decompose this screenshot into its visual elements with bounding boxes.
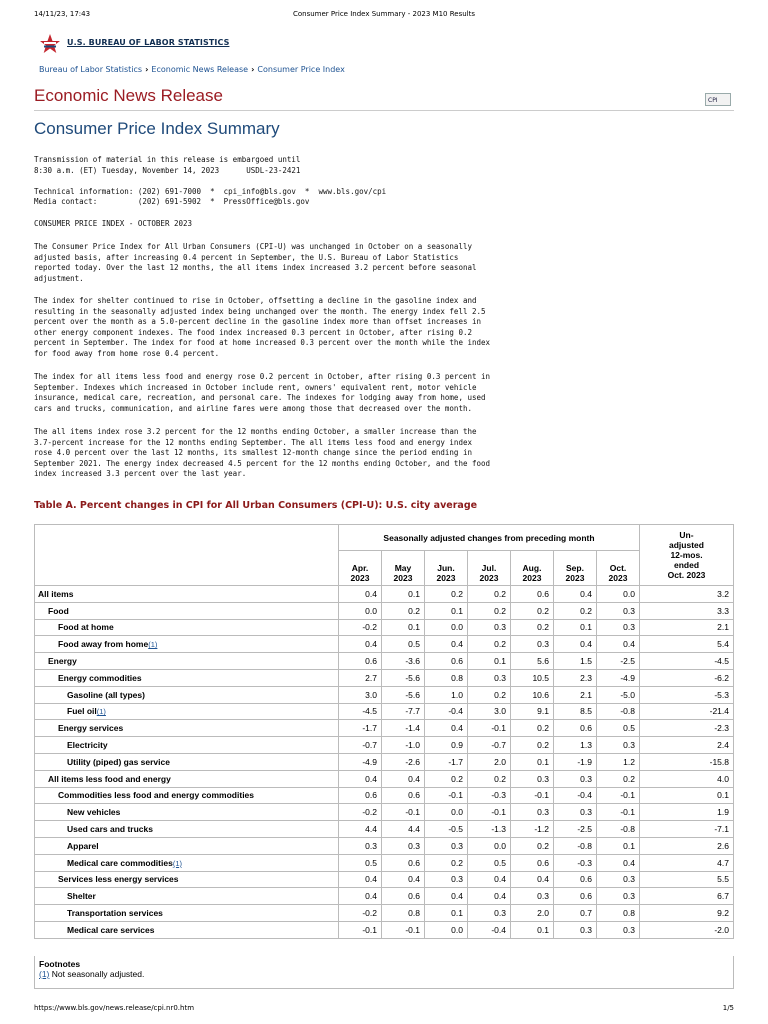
row-label-cell	[35, 720, 339, 737]
row-label-cell	[35, 753, 339, 770]
breadcrumb-cpi[interactable]: Consumer Price Index	[257, 65, 345, 74]
value-cell: 9.2	[640, 905, 734, 922]
value-cell: -0.1	[382, 804, 425, 821]
value-cell: 0.8	[382, 905, 425, 922]
value-cell: 2.6	[640, 837, 734, 854]
value-cell: 0.4	[382, 770, 425, 787]
value-cell: 0.9	[425, 737, 468, 754]
row-label: Electricity	[67, 740, 108, 751]
paragraph-1: The Consumer Price Index for All Urban Consumers (CPI-U) was unchanged in October on a seasonally adjusted basis, after increasing 0.4 percent in September, the U.S. Bureau of Labor Statistics reported today. Over the last 12 months, the all items index increased 3.2 percent before seasonal adjustment.	[34, 242, 477, 283]
row-label-cell	[35, 586, 339, 603]
year-label: 2023	[350, 573, 370, 583]
year-label: 2023	[522, 573, 542, 583]
table-row	[35, 703, 734, 720]
value-cell: -1.2	[511, 821, 554, 838]
value-cell: 0.2	[468, 586, 511, 603]
value-cell: -0.1	[597, 804, 640, 821]
row-label: Commodities less food and energy commodities	[58, 790, 255, 801]
value-cell: 0.7	[554, 905, 597, 922]
table-row	[35, 669, 734, 686]
row-label-cell	[35, 837, 339, 854]
paragraph-3: The index for all items less food and energy rose 0.2 percent in October, after rising 0.3 percent in September. Indexes which increased in October include rent, owners' equivalent rent, motor vehicle insurance, medical care, recreation, and personal care. The indexes for lodging away from home, used cars and trucks, communication, and airline fares were among those that decreased over the month.	[34, 372, 491, 413]
table-row	[35, 770, 734, 787]
value-cell: -0.4	[425, 703, 468, 720]
breadcrumb-bls[interactable]: Bureau of Labor Statistics	[39, 65, 143, 74]
value-cell: -0.2	[339, 619, 382, 636]
value-cell: -2.5	[597, 653, 640, 670]
row-label: Energy commodities	[58, 672, 142, 683]
table-row	[35, 787, 734, 804]
footnote-text: Not seasonally adjusted.	[49, 969, 145, 979]
row-label: Transportation services	[67, 908, 163, 919]
month-label: Aug.	[522, 563, 542, 573]
month-label: Apr.	[351, 563, 369, 573]
value-cell: 0.2	[382, 602, 425, 619]
value-cell: 8.5	[554, 703, 597, 720]
value-cell: 4.4	[339, 821, 382, 838]
value-cell: 0.3	[554, 921, 597, 938]
value-cell: 2.0	[511, 905, 554, 922]
print-url: https://www.bls.gov/news.release/cpi.nr0.htm	[34, 1004, 195, 1012]
value-cell: -7.7	[382, 703, 425, 720]
value-cell: 0.4	[554, 636, 597, 653]
table-row	[35, 686, 734, 703]
value-cell: 0.4	[425, 636, 468, 653]
value-cell: 0.6	[382, 854, 425, 871]
row-label: Apparel	[67, 840, 99, 851]
value-cell: -0.1	[339, 921, 382, 938]
value-cell: 5.4	[640, 636, 734, 653]
value-cell: 0.0	[468, 837, 511, 854]
value-cell: -7.1	[640, 821, 734, 838]
row-label: All items less food and energy	[48, 773, 171, 784]
value-cell: 3.0	[339, 686, 382, 703]
month-label: May	[394, 563, 412, 573]
value-cell: 2.1	[640, 619, 734, 636]
seasonally-adjusted-header: Seasonally adjusted changes from preceding month	[339, 525, 640, 551]
value-cell: -2.0	[640, 921, 734, 938]
value-cell: 0.2	[425, 854, 468, 871]
row-label-cell	[35, 653, 339, 670]
value-cell: 2.7	[339, 669, 382, 686]
row-label-cell	[35, 871, 339, 888]
value-cell: 0.2	[511, 737, 554, 754]
row-label-cell	[35, 821, 339, 838]
value-cell: 0.6	[339, 653, 382, 670]
value-cell: -4.5	[640, 653, 734, 670]
row-label-cell	[35, 619, 339, 636]
row-label: Utility (piped) gas service	[67, 756, 170, 767]
table-row	[35, 921, 734, 938]
value-cell: 0.2	[468, 770, 511, 787]
value-cell: 0.1	[382, 586, 425, 603]
year-label: 2023	[393, 573, 413, 583]
value-cell: 0.3	[468, 669, 511, 686]
value-cell: 0.3	[597, 737, 640, 754]
value-cell: -5.6	[382, 686, 425, 703]
value-cell: 0.2	[511, 602, 554, 619]
month-header	[554, 551, 597, 586]
value-cell: -0.8	[554, 837, 597, 854]
footnote-link[interactable]: (1)	[39, 969, 50, 979]
row-label: Shelter	[67, 891, 96, 902]
value-cell: 0.3	[597, 871, 640, 888]
value-cell: -0.2	[339, 804, 382, 821]
table-row	[35, 871, 734, 888]
chevron-right-icon: ›	[145, 65, 149, 74]
value-cell: 0.2	[554, 602, 597, 619]
value-cell: -0.3	[554, 854, 597, 871]
unadjusted-header: Un- adjusted 12-mos. ended Oct. 2023	[640, 525, 734, 586]
value-cell: -6.2	[640, 669, 734, 686]
value-cell: 0.1	[425, 905, 468, 922]
bls-logo-icon[interactable]	[38, 33, 62, 55]
table-row	[35, 905, 734, 922]
value-cell: 1.3	[554, 737, 597, 754]
paragraph-4: The all items index rose 3.2 percent for the 12 months ending October, a smaller increase than the 3.7-percent increase for the 12 months ending September. The all items less food and energy index rose 4.0 percent over the last 12 months, its smallest 12-month change since the period ending in September 2021. The energy index decreased 4.5 percent for the 12 months ending October, and the food index increased 3.3 percent over the last year.	[34, 427, 491, 479]
print-doc-title: Consumer Price Index Summary - 2023 M10 Results	[292, 10, 475, 18]
print-page-number: 1/5	[722, 1004, 734, 1012]
row-label: Food at home	[58, 622, 114, 633]
value-cell: 0.3	[511, 804, 554, 821]
row-label-cell	[35, 921, 339, 938]
value-cell: 0.5	[382, 636, 425, 653]
value-cell: 0.2	[511, 720, 554, 737]
value-cell: 0.4	[554, 586, 597, 603]
row-label-cell	[35, 804, 339, 821]
year-label: 2023	[436, 573, 456, 583]
value-cell: 0.2	[511, 837, 554, 854]
row-label-cell	[35, 686, 339, 703]
value-cell: 4.4	[382, 821, 425, 838]
value-cell: 0.4	[339, 888, 382, 905]
value-cell: -5.0	[597, 686, 640, 703]
row-label: Food	[48, 605, 69, 616]
value-cell: -0.4	[554, 787, 597, 804]
value-cell: 9.1	[511, 703, 554, 720]
summary-title: Consumer Price Index Summary	[34, 119, 280, 138]
value-cell: 0.3	[597, 888, 640, 905]
value-cell: -3.6	[382, 653, 425, 670]
value-cell: 0.3	[597, 602, 640, 619]
footnotes	[34, 956, 734, 989]
value-cell: 0.0	[425, 804, 468, 821]
value-cell: 0.4	[468, 888, 511, 905]
value-cell: 0.6	[511, 586, 554, 603]
row-label-cell	[35, 854, 339, 871]
row-label: Medical care services	[67, 924, 155, 935]
value-cell: 0.6	[554, 888, 597, 905]
value-cell: -0.5	[425, 821, 468, 838]
value-cell: -1.4	[382, 720, 425, 737]
value-cell: -0.1	[382, 921, 425, 938]
value-cell: 0.2	[511, 619, 554, 636]
value-cell: 2.1	[554, 686, 597, 703]
month-header	[382, 551, 425, 586]
value-cell: -2.3	[640, 720, 734, 737]
row-label-cell	[35, 669, 339, 686]
value-cell: -15.8	[640, 753, 734, 770]
table-row	[35, 737, 734, 754]
value-cell: 0.3	[382, 837, 425, 854]
row-label-cell	[35, 888, 339, 905]
value-cell: -4.9	[597, 669, 640, 686]
row-label-cell	[35, 770, 339, 787]
value-cell: 0.3	[554, 770, 597, 787]
value-cell: 1.0	[425, 686, 468, 703]
value-cell: -21.4	[640, 703, 734, 720]
value-cell: 0.3	[468, 619, 511, 636]
chevron-right-icon: ›	[251, 65, 255, 74]
table-row	[35, 888, 734, 905]
month-header	[468, 551, 511, 586]
month-header	[339, 551, 382, 586]
value-cell: -5.6	[382, 669, 425, 686]
value-cell: 0.1	[597, 837, 640, 854]
value-cell: 0.2	[468, 636, 511, 653]
footnote-ref-link[interactable]: (1)	[172, 858, 182, 868]
footnotes-heading: Footnotes	[39, 959, 81, 969]
value-cell: 0.5	[339, 854, 382, 871]
row-label-cell	[35, 602, 339, 619]
value-cell: 0.3	[425, 871, 468, 888]
value-cell: 0.0	[339, 602, 382, 619]
value-cell: 0.3	[511, 888, 554, 905]
table-corner	[35, 525, 339, 586]
value-cell: 0.6	[382, 888, 425, 905]
value-cell: -0.8	[597, 821, 640, 838]
value-cell: 0.4	[339, 586, 382, 603]
value-cell: 2.0	[468, 753, 511, 770]
value-cell: 0.6	[382, 787, 425, 804]
row-label: Services less energy services	[58, 874, 179, 885]
table-title: Table A. Percent changes in CPI for All Urban Consumers (CPI-U): U.S. city average	[34, 500, 478, 511]
row-label: Energy services	[58, 723, 124, 734]
value-cell: 0.3	[597, 921, 640, 938]
row-label: All items	[38, 588, 74, 599]
value-cell: 0.4	[425, 888, 468, 905]
divider	[34, 110, 734, 111]
value-cell: 0.6	[554, 871, 597, 888]
table-row	[35, 602, 734, 619]
page-title: Economic News Release	[34, 86, 223, 105]
value-cell: -0.4	[468, 921, 511, 938]
agency-link[interactable]: U.S. BUREAU OF LABOR STATISTICS	[67, 38, 230, 47]
value-cell: 0.3	[511, 770, 554, 787]
value-cell: 0.6	[425, 653, 468, 670]
value-cell: -0.2	[339, 905, 382, 922]
footnote-ref-link[interactable]: (1)	[148, 640, 158, 650]
value-cell: 0.8	[425, 669, 468, 686]
value-cell: 0.2	[425, 586, 468, 603]
month-label: Sep.	[566, 563, 584, 573]
value-cell: 0.3	[425, 837, 468, 854]
month-label: Jun.	[437, 563, 455, 573]
value-cell: 0.3	[511, 636, 554, 653]
cpi-table	[34, 524, 734, 939]
value-cell: 0.5	[597, 720, 640, 737]
row-label: Used cars and trucks	[67, 824, 153, 835]
table-row	[35, 653, 734, 670]
table-row	[35, 636, 734, 653]
month-label: Oct.	[609, 563, 627, 573]
value-cell: -0.8	[597, 703, 640, 720]
row-label-cell	[35, 787, 339, 804]
value-cell: -1.9	[554, 753, 597, 770]
row-label: Food away from home	[58, 639, 149, 650]
value-cell: 3.3	[640, 602, 734, 619]
value-cell: -2.6	[382, 753, 425, 770]
value-cell: -1.7	[425, 753, 468, 770]
value-cell: 5.5	[640, 871, 734, 888]
value-cell: 0.1	[511, 921, 554, 938]
value-cell: -1.3	[468, 821, 511, 838]
release-header-text: Transmission of material in this release is embargoed until 8:30 a.m. (ET) Tuesday, November 14, 2023 USDL-23-2421 Technical information: (202) 691-7000 * cpi_info@bls.gov * www.bls.gov/cpi Media contact: (202) 691-5902 * PressOffice@bls.gov CONSUMER PRICE INDEX - OCTOBER 2023	[34, 155, 387, 228]
value-cell: -0.1	[425, 787, 468, 804]
row-label-cell	[35, 636, 339, 653]
value-cell: 0.1	[554, 619, 597, 636]
table-row	[35, 821, 734, 838]
month-header	[425, 551, 468, 586]
value-cell: 2.4	[640, 737, 734, 754]
table-row	[35, 586, 734, 603]
month-header	[597, 551, 640, 586]
value-cell: 0.4	[339, 871, 382, 888]
value-cell: 0.3	[554, 804, 597, 821]
row-label: Energy	[48, 656, 77, 667]
month-header	[511, 551, 554, 586]
value-cell: -0.7	[339, 737, 382, 754]
value-cell: 3.0	[468, 703, 511, 720]
value-cell: 0.4	[339, 770, 382, 787]
value-cell: 1.5	[554, 653, 597, 670]
row-label-cell	[35, 905, 339, 922]
value-cell: 0.3	[339, 837, 382, 854]
row-label: New vehicles	[67, 807, 121, 818]
value-cell: 0.2	[468, 686, 511, 703]
table-row	[35, 837, 734, 854]
value-cell: 10.5	[511, 669, 554, 686]
value-cell: 0.0	[425, 921, 468, 938]
value-cell: 0.6	[511, 854, 554, 871]
row-label-cell	[35, 703, 339, 720]
value-cell: 1.9	[640, 804, 734, 821]
row-label: Fuel oil	[67, 706, 97, 717]
value-cell: 2.3	[554, 669, 597, 686]
value-cell: -1.0	[382, 737, 425, 754]
value-cell: 0.8	[597, 905, 640, 922]
table-row	[35, 854, 734, 871]
value-cell: -1.7	[339, 720, 382, 737]
value-cell: -0.1	[511, 787, 554, 804]
value-cell: 6.7	[640, 888, 734, 905]
value-cell: 0.4	[425, 720, 468, 737]
table-row	[35, 720, 734, 737]
value-cell: -0.1	[468, 804, 511, 821]
value-cell: -5.3	[640, 686, 734, 703]
row-label-cell	[35, 737, 339, 754]
value-cell: 0.1	[382, 619, 425, 636]
cpi-pdf-button[interactable]: CPI	[705, 93, 731, 106]
value-cell: -4.5	[339, 703, 382, 720]
table-row	[35, 753, 734, 770]
year-label: 2023	[608, 573, 628, 583]
value-cell: 0.1	[468, 653, 511, 670]
value-cell: 5.6	[511, 653, 554, 670]
value-cell: 3.2	[640, 586, 734, 603]
value-cell: 0.6	[339, 787, 382, 804]
table-row	[35, 619, 734, 636]
paragraph-2: The index for shelter continued to rise in October, offsetting a decline in the gasoline index and resulting in the seasonally adjusted index being unchanged over the month. The energy index fell 2.5 percent over the month as a 5.0-percent decline in the gasoline index more than offset increases in other energy component indexes. The food index increased 0.3 percent in October, after rising 0.2 percent in September. The index for food at home increased 0.3 percent over the month while the index for food away from home rose 0.4 percent.	[34, 296, 491, 358]
value-cell: 0.1	[511, 753, 554, 770]
value-cell: -0.3	[468, 787, 511, 804]
value-cell: -0.7	[468, 737, 511, 754]
value-cell: 0.1	[640, 787, 734, 804]
value-cell: 0.2	[597, 770, 640, 787]
value-cell: 0.4	[339, 636, 382, 653]
year-label: 2023	[479, 573, 499, 583]
value-cell: 0.1	[425, 602, 468, 619]
breadcrumb-news-release[interactable]: Economic News Release	[151, 65, 249, 74]
value-cell: 0.2	[425, 770, 468, 787]
value-cell: 4.0	[640, 770, 734, 787]
value-cell: 0.5	[468, 854, 511, 871]
print-header	[0, 10, 768, 20]
value-cell: 0.2	[468, 602, 511, 619]
value-cell: 0.4	[382, 871, 425, 888]
row-label: Gasoline (all types)	[67, 689, 145, 700]
value-cell: -0.1	[597, 787, 640, 804]
month-label: Jul.	[481, 563, 497, 573]
value-cell: 0.4	[597, 854, 640, 871]
footnote-ref-link[interactable]: (1)	[96, 707, 106, 717]
value-cell: -2.5	[554, 821, 597, 838]
value-cell: 0.0	[425, 619, 468, 636]
breadcrumb	[39, 65, 345, 74]
value-cell: 0.3	[468, 905, 511, 922]
value-cell: -0.1	[468, 720, 511, 737]
print-datetime: 14/11/23, 17:43	[34, 10, 91, 18]
value-cell: 4.7	[640, 854, 734, 871]
footnote-1	[39, 969, 729, 979]
value-cell: 0.4	[597, 636, 640, 653]
value-cell: 0.4	[468, 871, 511, 888]
value-cell: 1.2	[597, 753, 640, 770]
value-cell: 0.3	[597, 619, 640, 636]
value-cell: 10.6	[511, 686, 554, 703]
year-label: 2023	[565, 573, 585, 583]
value-cell: 0.4	[511, 871, 554, 888]
value-cell: 0.0	[597, 586, 640, 603]
table-row	[35, 804, 734, 821]
row-label: Medical care commodities	[67, 857, 173, 868]
value-cell: 0.6	[554, 720, 597, 737]
value-cell: -4.9	[339, 753, 382, 770]
